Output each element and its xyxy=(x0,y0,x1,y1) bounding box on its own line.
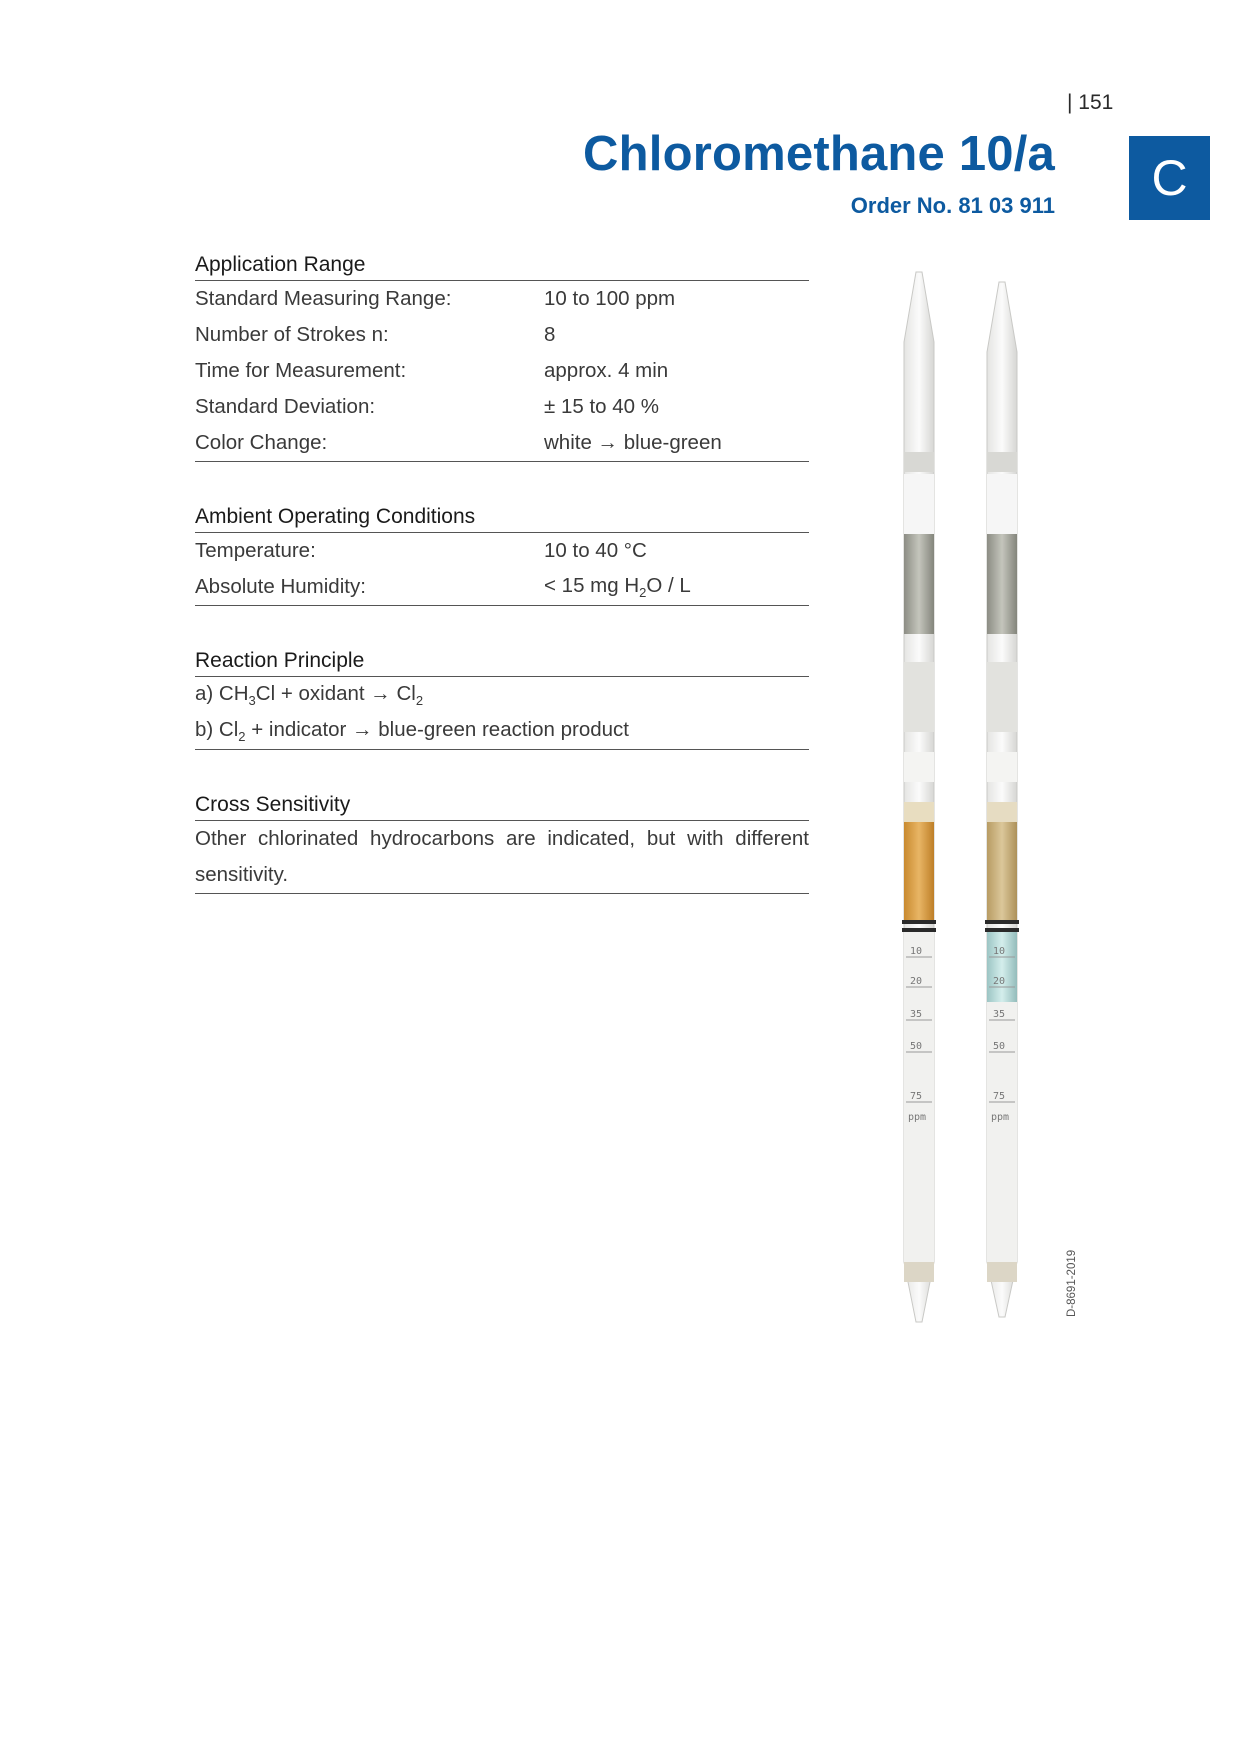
spec-label: Color Change: xyxy=(195,431,328,454)
spec-row xyxy=(195,389,809,425)
svg-text:50: 50 xyxy=(910,1041,923,1052)
svg-text:20: 20 xyxy=(910,976,923,987)
cross-sensitivity-section xyxy=(195,790,809,894)
ambient-conditions-section xyxy=(195,502,809,606)
svg-text:ppm: ppm xyxy=(908,1112,927,1123)
spec-row xyxy=(195,281,809,317)
spec-label: Standard Measuring Range: xyxy=(195,287,452,310)
section-heading: Cross Sensitivity xyxy=(195,790,809,821)
section-divider xyxy=(195,893,809,894)
spec-label: Temperature: xyxy=(195,539,316,562)
tube-unused xyxy=(902,272,936,1322)
reaction-step-b xyxy=(195,713,809,749)
spec-label: Absolute Humidity: xyxy=(195,575,366,598)
section-divider xyxy=(195,749,809,750)
section-heading: Application Range xyxy=(195,250,809,281)
svg-text:50: 50 xyxy=(993,1041,1006,1052)
reaction-principle-section xyxy=(195,646,809,750)
spec-label: Time for Measurement: xyxy=(195,359,407,382)
spec-value: approx. 4 min xyxy=(544,359,669,382)
section-divider xyxy=(195,461,809,462)
svg-text:35: 35 xyxy=(910,1009,923,1020)
svg-text:10: 10 xyxy=(993,946,1006,957)
reaction-text: b) $Cl_2$ + indicator → blue-green reaction product xyxy=(195,717,629,745)
detector-tubes-photo xyxy=(880,262,1050,1342)
spec-row xyxy=(195,425,809,461)
svg-text:35: 35 xyxy=(993,1009,1006,1020)
section-heading: Reaction Principle xyxy=(195,646,809,677)
spec-value: 10 to 40 °C xyxy=(544,539,647,562)
spec-row xyxy=(195,533,809,569)
svg-text:20: 20 xyxy=(993,976,1006,987)
spec-value: ± 15 to 40 % xyxy=(544,395,659,418)
section-divider xyxy=(195,605,809,606)
section-tab[interactable]: C xyxy=(1129,136,1210,220)
page-title: Chloromethane 10/a xyxy=(583,127,1055,181)
svg-text:75: 75 xyxy=(910,1091,923,1102)
order-number: Order No. 81 03 911 xyxy=(850,193,1055,218)
spec-row xyxy=(195,353,809,389)
spec-row xyxy=(195,317,809,353)
image-caption: D-8691-2019 xyxy=(1066,1249,1078,1317)
spec-value: white → blue-green xyxy=(544,431,722,454)
reaction-text: a) $CH_3Cl$ + oxidant → $Cl_2$ xyxy=(195,681,424,709)
spec-value: < 15 mg $H_2O$ / L xyxy=(544,573,691,601)
spec-label: Number of Strokes n: xyxy=(195,323,389,346)
cross-sensitivity-text: Other chlorinated hydrocarbons are indicated, but with different sensitivity. xyxy=(195,827,809,886)
spec-value: 10 to 100 ppm xyxy=(544,287,676,310)
svg-text:ppm: ppm xyxy=(991,1112,1010,1123)
page-number: | 151 xyxy=(1067,91,1114,114)
application-range-section xyxy=(195,250,809,462)
reaction-step-a xyxy=(195,677,809,713)
spec-row xyxy=(195,569,809,605)
svg-text:10: 10 xyxy=(910,946,923,957)
spec-value: 8 xyxy=(544,323,556,346)
spec-label: Standard Deviation: xyxy=(195,395,376,418)
section-heading: Ambient Operating Conditions xyxy=(195,502,809,533)
tube-used xyxy=(985,282,1019,1317)
svg-text:75: 75 xyxy=(993,1091,1006,1102)
